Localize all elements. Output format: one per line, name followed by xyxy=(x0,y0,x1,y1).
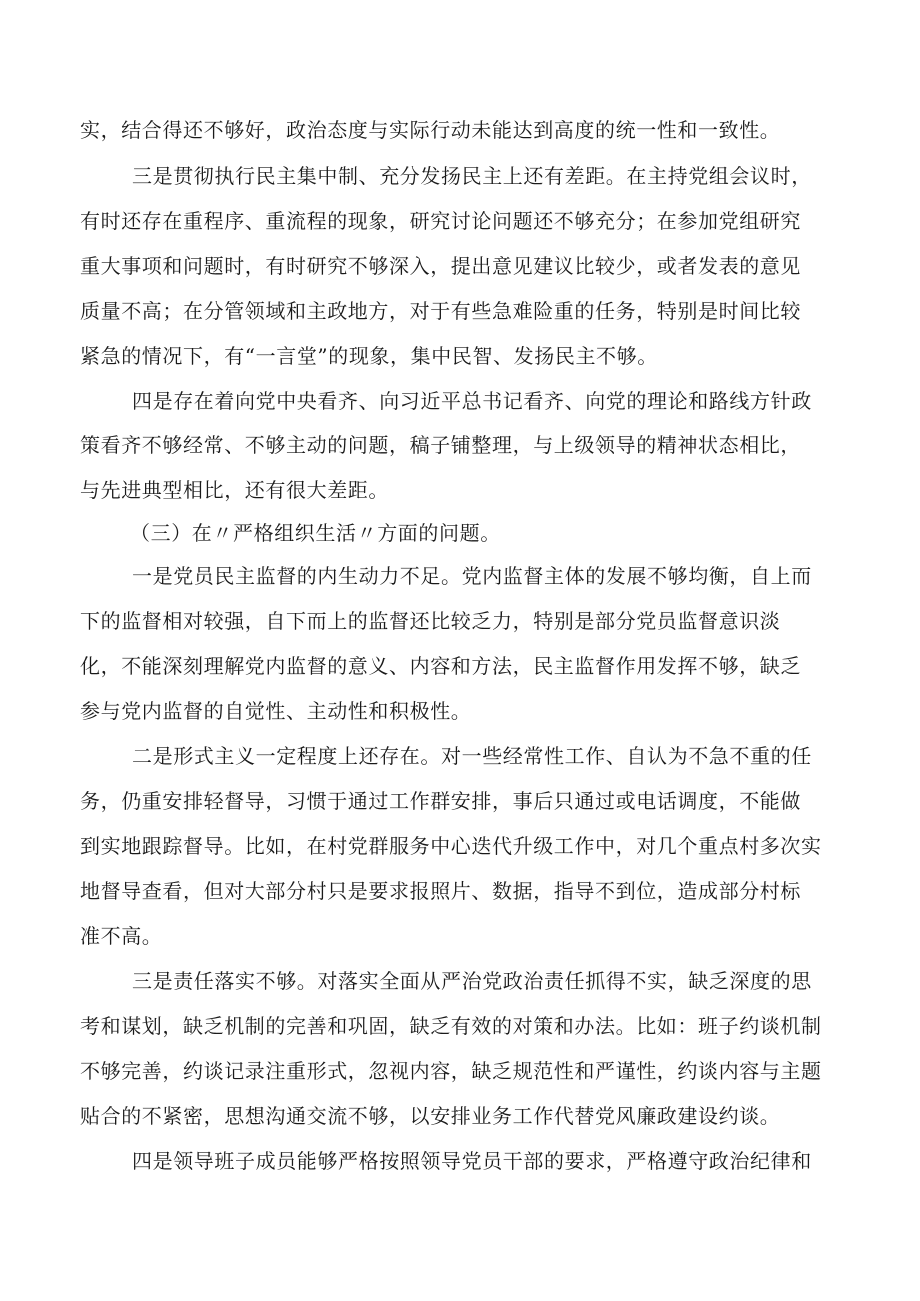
text-line: 实，结合得还不够好，政治态度与实际行动未能达到高度的统一性和一致性。 xyxy=(80,118,781,142)
text-line: 参与党内监督的自觉性、主动性和积极性。 xyxy=(80,699,472,723)
text-line: 紧急的情况下，有“一言堂”的现象，集中民智、发扬民主不够。 xyxy=(80,344,658,368)
text-line: 一是党员民主监督的内生动力不足。党内监督主体的发展不够均衡，自上而 xyxy=(132,564,812,588)
text-line: 贴合的不紧密，思想沟通交流不够，以安排业务工作代替党风廉政建设约谈。 xyxy=(80,1104,781,1128)
text-line: 地督导查看，但对大部分村只是要求报照片、数据，指导不到位，造成部分村标 xyxy=(80,879,801,903)
text-line: 四是领导班子成员能够严格按照领导党员干部的要求，严格遵守政治纪律和 xyxy=(132,1149,812,1173)
text-line: 下的监督相对较强，自下而上的监督还比较乏力，特别是部分党员监督意识淡 xyxy=(80,609,781,633)
text-line: 三是责任落实不够。对落实全面从严治党政治责任抓得不实，缺乏深度的思 xyxy=(132,969,812,993)
text-line: 务，仍重安排轻督导，习惯于通过工作群安排，事后只通过或电话调度，不能做 xyxy=(80,789,801,813)
text-line: 策看齐不够经常、不够主动的问题，稿子铺整理，与上级领导的精神状态相比， xyxy=(80,433,801,457)
text-line: 考和谋划，缺乏机制的完善和巩固，缺乏有效的对策和办法。比如：班子约谈机制 xyxy=(80,1014,822,1038)
section-heading: （三）在〃严格组织生活〃方面的问题。 xyxy=(130,521,501,545)
text-line: 三是贯彻执行民主集中制、充分发扬民主上还有差距。在主持党组会议时， xyxy=(132,164,812,188)
text-line: 四是存在着向党中央看齐、向习近平总书记看齐、向党的理论和路线方针政 xyxy=(132,389,812,413)
text-line: 重大事项和问题时，有时研究不够深入，提出意见建议比较少，或者发表的意见 xyxy=(80,254,801,278)
text-line: 有时还存在重程序、重流程的现象，研究讨论问题还不够充分；在参加党组研究 xyxy=(80,209,801,233)
text-line: 化，不能深刻理解党内监督的意义、内容和方法，民主监督作用发挥不够，缺乏 xyxy=(80,654,801,678)
text-line: 与先进典型相比，还有很大差距。 xyxy=(80,478,389,502)
text-line: 准不高。 xyxy=(80,924,163,948)
text-line: 不够完善，约谈记录注重形式，忽视内容，缺乏规范性和严谨性，约谈内容与主题 xyxy=(80,1059,822,1083)
text-line: 到实地跟踪督导。比如，在村党群服务中心迭代升级工作中，对几个重点村多次实 xyxy=(80,834,822,858)
text-line: 质量不高；在分管领域和主政地方，对于有些急难险重的任务，特别是时间比较 xyxy=(80,299,801,323)
text-line: 二是形式主义一定程度上还存在。对一些经常性工作、自认为不急不重的任 xyxy=(132,744,812,768)
